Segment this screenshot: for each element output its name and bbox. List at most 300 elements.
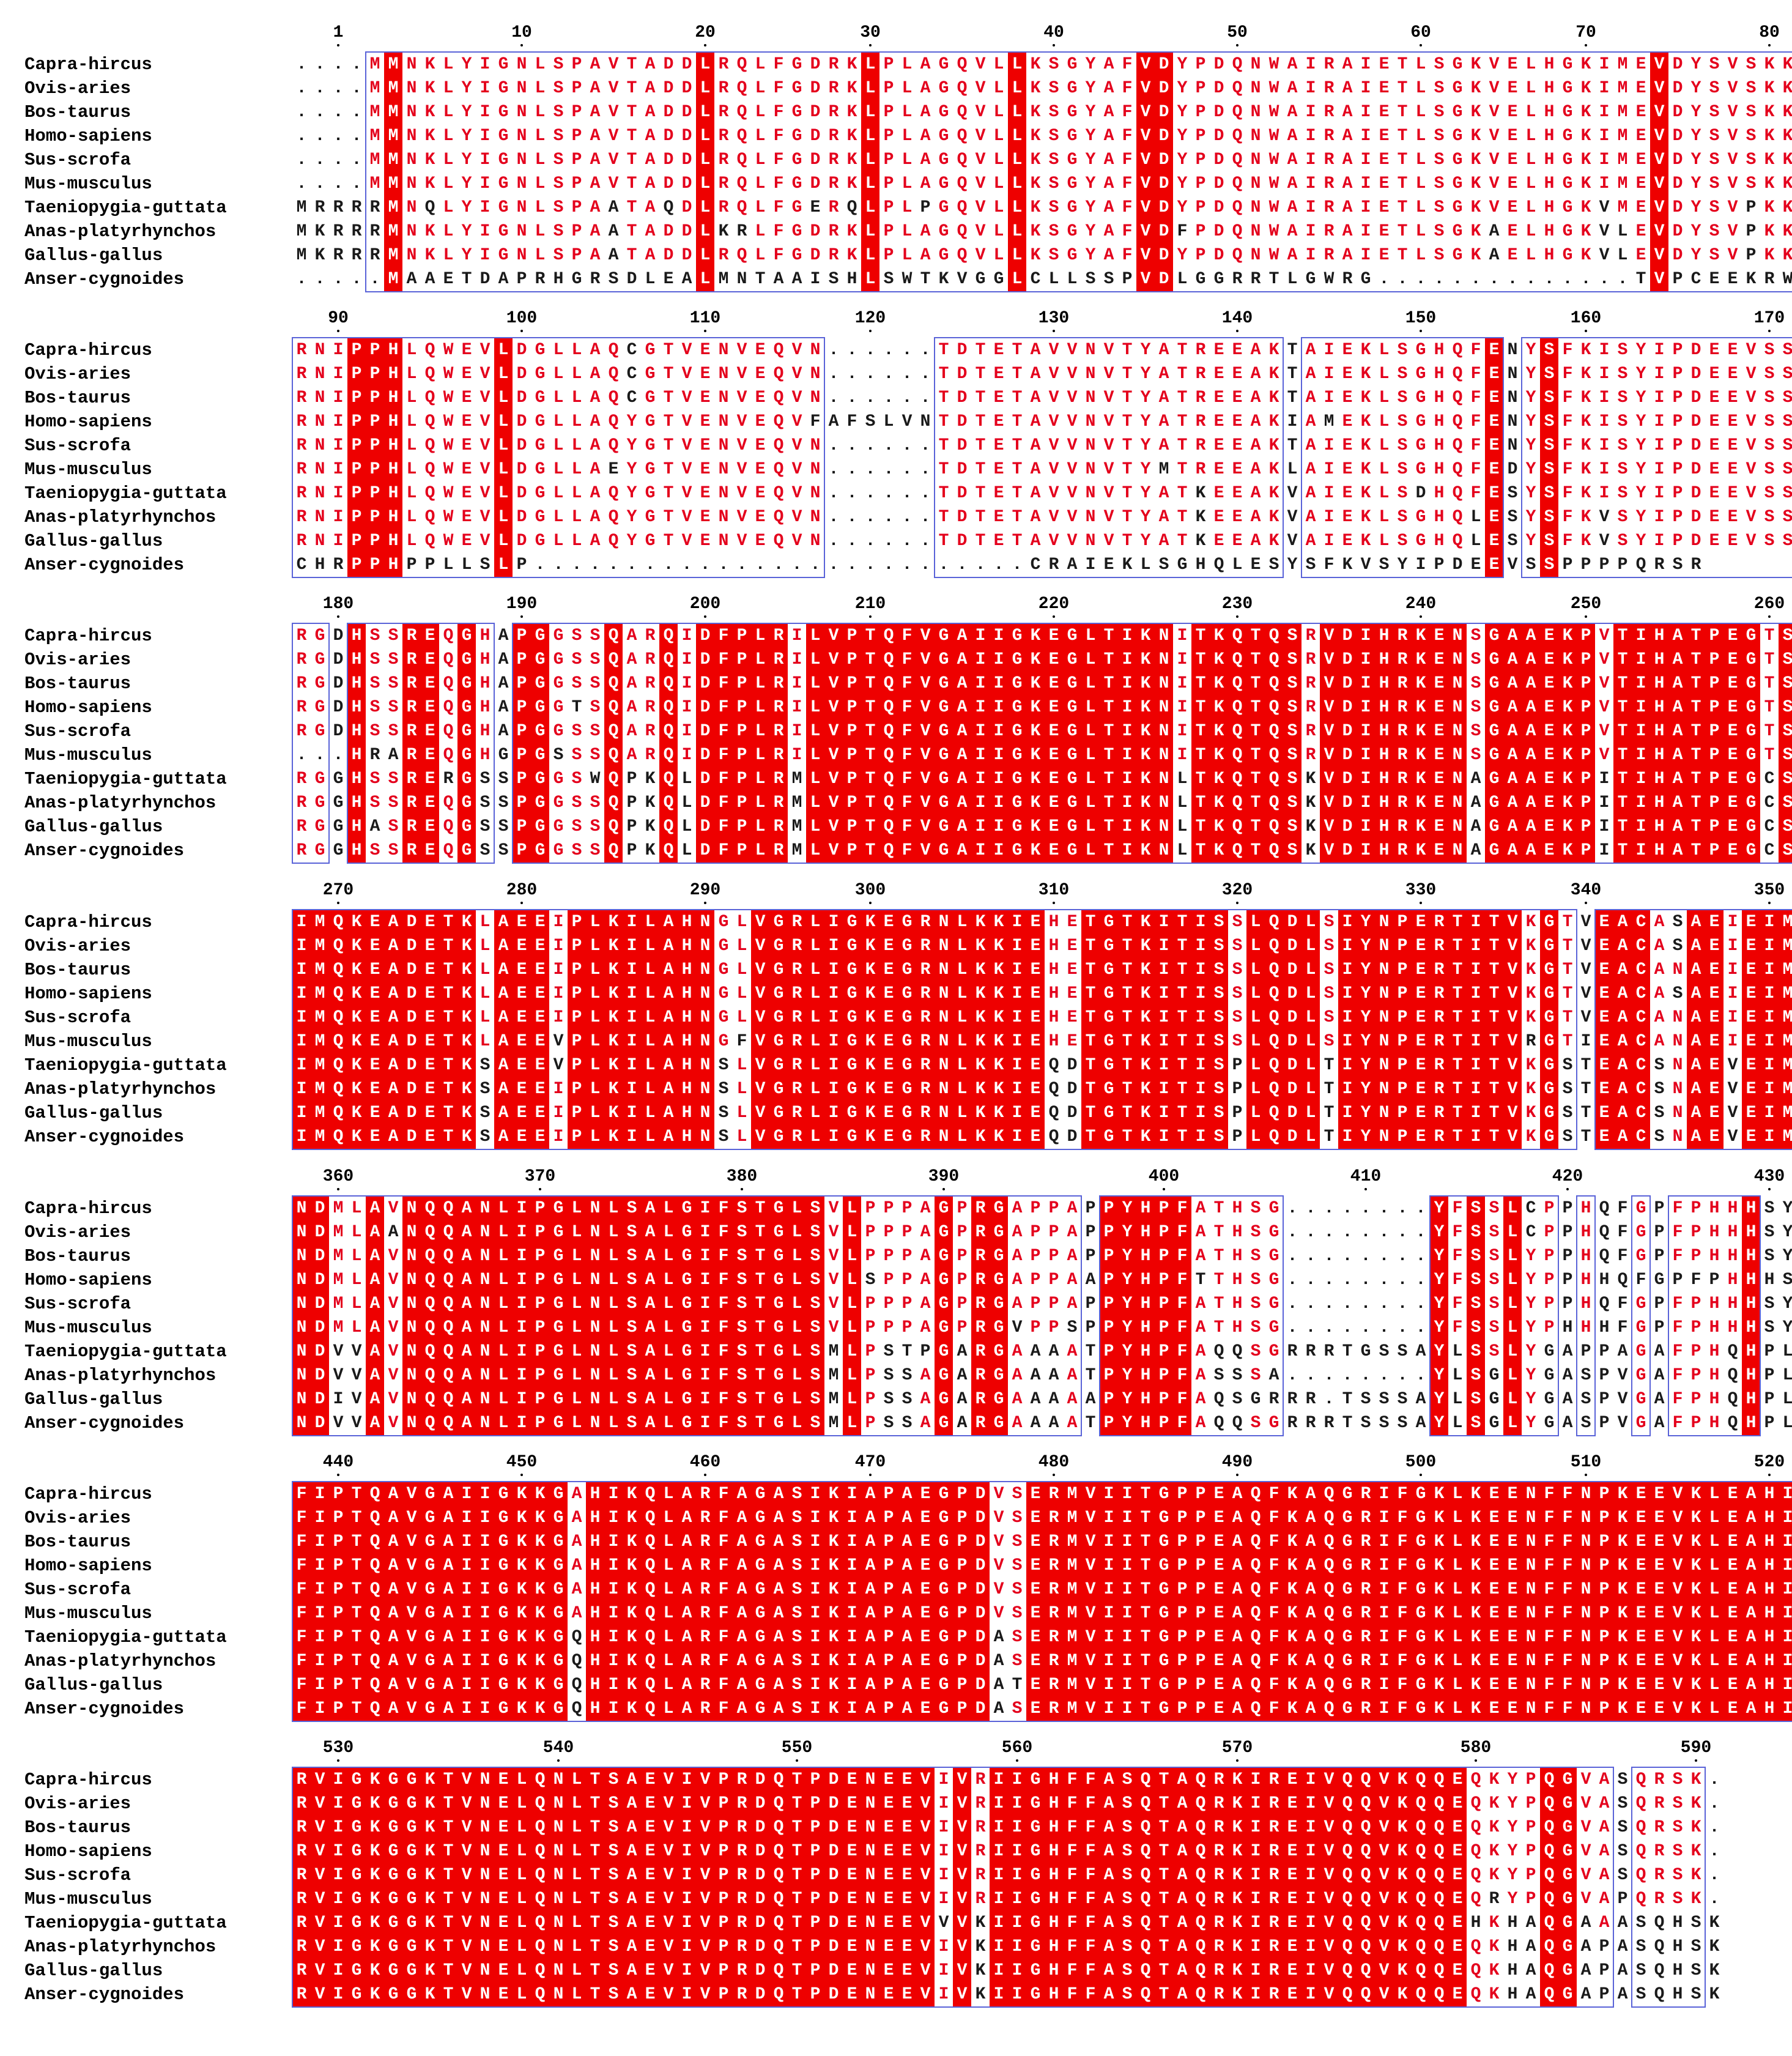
residue: D [1283,958,1301,982]
residue: V [1668,1506,1687,1530]
residue: L [843,1197,861,1220]
residue: I [806,1649,824,1673]
residue: Y [1430,1340,1448,1364]
residue: R [916,934,935,958]
residue: K [1558,719,1577,743]
residue: Y [1522,481,1540,505]
residue: F [1467,386,1485,410]
residue: Y [1430,1268,1448,1292]
residue: E [1210,1554,1228,1578]
residue: A [1503,767,1522,791]
residue: G [843,1101,861,1125]
residue: A [1008,1364,1026,1387]
residue: R [1320,148,1338,172]
residue: P [1155,1268,1173,1292]
residue: D [678,100,696,124]
residue: . [311,76,329,100]
residue: E [1026,1482,1045,1506]
residue: P [1173,1482,1191,1506]
residue: H [1742,1340,1760,1364]
residue: L [1412,172,1430,196]
residue: P [1650,1316,1668,1340]
residue: G [1155,1554,1173,1578]
residue: T [1118,410,1136,434]
residue: H [1540,172,1558,196]
residue: A [861,1578,879,1601]
residue: E [1338,481,1357,505]
residue: E [1338,505,1357,529]
residue: G [1742,839,1760,863]
residue: Q [1265,815,1283,839]
residue: D [329,648,347,672]
residue: K [1577,220,1595,243]
residue: K [1558,672,1577,696]
residue: L [402,362,421,386]
residue: T [1246,719,1265,743]
residue: G [751,1530,769,1554]
species-name: Taeniopygia-guttata [24,481,227,505]
residue: P [1595,1625,1613,1649]
residue: T [1613,719,1632,743]
residue: P [1173,1673,1191,1697]
residue: V [824,648,843,672]
residue: A [769,1601,788,1625]
residue: . [861,505,879,529]
residue: L [1503,1340,1522,1364]
residue: G [311,839,329,863]
residue: E [879,1006,898,1030]
residue: R [366,196,384,220]
residue: A [641,100,659,124]
residue: P [1393,910,1412,934]
residue: A [1485,220,1503,243]
species-name: Anas-platyrhynchos [24,1077,216,1101]
residue: G [311,791,329,815]
residue: A [1265,1364,1283,1387]
residue: . [861,434,879,458]
residue: W [1265,148,1283,172]
residue: I [1301,100,1320,124]
residue: A [769,1649,788,1673]
residue: V [1668,1649,1687,1673]
residue: D [696,719,714,743]
residue: D [806,148,824,172]
residue: R [916,1077,935,1101]
residue: G [769,1387,788,1411]
residue: A [623,624,641,648]
residue: I [1155,1125,1173,1149]
residue: V [788,505,806,529]
residue: A [1338,76,1357,100]
residue: K [623,1601,641,1625]
residue: G [1448,172,1467,196]
residue: Q [604,481,623,505]
residue: K [421,243,439,267]
residue: I [1632,719,1650,743]
residue: T [1760,743,1779,767]
residue: P [898,1316,916,1340]
residue: F [806,410,824,434]
residue: S [733,1316,751,1340]
residue: S [1008,1578,1026,1601]
residue: G [898,910,916,934]
residue: A [1650,1030,1668,1053]
ruler-number: 50 [1227,23,1248,43]
residue: V [1724,1125,1742,1149]
residue: N [1448,624,1467,648]
residue: N [311,505,329,529]
residue: . [311,100,329,124]
residue: H [1650,839,1668,863]
residue: P [1173,1554,1191,1578]
residue: S [1008,1649,1026,1673]
residue: G [935,172,953,196]
residue: I [1467,934,1485,958]
residue: P [531,1387,549,1411]
residue: V [1100,410,1118,434]
residue: A [1081,1387,1100,1411]
residue: L [1522,220,1540,243]
residue: W [1265,243,1283,267]
residue: A [1063,1244,1081,1268]
species-name: Bos-taurus [24,100,131,124]
residue: Q [733,100,751,124]
residue: K [1558,839,1577,863]
residue: N [935,1006,953,1030]
residue: A [678,1625,696,1649]
residue: G [549,791,568,815]
residue: Q [733,76,751,100]
residue: D [1155,76,1173,100]
residue: S [623,1244,641,1268]
residue: H [384,338,402,362]
residue: . [1320,1268,1338,1292]
residue: Y [1779,1220,1792,1244]
residue: K [1265,338,1283,362]
residue: T [861,767,879,791]
residue: G [935,220,953,243]
residue: I [1724,934,1742,958]
residue: A [1063,1340,1081,1364]
ruler-tick [337,44,339,46]
residue: M [714,267,733,291]
residue: G [1265,1292,1283,1316]
residue: S [366,719,384,743]
residue: I [971,648,990,672]
residue: G [1558,220,1577,243]
residue: P [953,1506,971,1530]
residue: H [586,1530,604,1554]
residue: A [861,1625,879,1649]
residue: L [568,1220,586,1244]
residue: L [457,553,476,577]
residue: F [769,148,788,172]
residue: P [879,1625,898,1649]
residue: Q [1265,648,1283,672]
ruler-tick [520,1474,523,1476]
residue: A [1338,196,1357,220]
residue: Q [879,648,898,672]
residue: Q [1228,767,1246,791]
residue: A [568,1530,586,1554]
residue: D [1687,362,1705,386]
residue: P [953,1601,971,1625]
residue: P [879,1554,898,1578]
residue: G [1063,243,1081,267]
residue: R [1228,267,1246,291]
residue: K [1136,743,1155,767]
residue: L [953,910,971,934]
residue: L [476,910,494,934]
residue: A [898,1530,916,1554]
residue: A [916,1244,935,1268]
residue: F [1448,1292,1467,1316]
residue: H [347,839,366,863]
residue: F [1668,1316,1687,1340]
residue: K [1522,958,1540,982]
residue: F [714,624,733,648]
residue: I [1375,1554,1393,1578]
residue: L [659,1220,678,1244]
residue: H [678,910,696,934]
residue: P [366,410,384,434]
residue: I [623,1101,641,1125]
residue: I [549,934,568,958]
residue: D [1210,100,1228,124]
residue: N [1081,362,1100,386]
species-name: Sus-scrofa [24,1292,131,1316]
residue: P [1705,672,1724,696]
residue: D [513,338,531,362]
residue: E [879,982,898,1006]
residue: H [1705,1244,1724,1268]
residue: I [1008,1006,1026,1030]
residue: A [1045,1340,1063,1364]
residue: F [898,791,916,815]
residue: R [971,1220,990,1244]
residue: L [641,1125,659,1149]
residue: P [843,839,861,863]
residue: P [1668,1268,1687,1292]
residue: P [1595,1578,1613,1601]
residue: H [1136,1268,1155,1292]
residue: G [1540,1077,1558,1101]
residue: I [1650,338,1668,362]
residue: R [1301,719,1320,743]
residue: L [1246,958,1265,982]
residue: E [696,481,714,505]
residue: Q [1228,743,1246,767]
residue: K [1136,839,1155,863]
residue: A [623,696,641,719]
residue: G [549,1601,568,1625]
residue: I [1595,458,1613,481]
residue: K [1613,1554,1632,1578]
residue: Q [439,1197,457,1220]
residue: L [751,743,769,767]
residue: A [586,243,604,267]
residue: E [1210,1601,1228,1625]
residue: D [1668,172,1687,196]
residue: S [733,1197,751,1220]
residue: I [513,1340,531,1364]
residue: L [1228,553,1246,577]
residue: G [531,839,549,863]
residue: P [1191,1625,1210,1649]
residue: V [1724,1053,1742,1077]
residue: T [1191,648,1210,672]
residue: F [1448,1268,1467,1292]
residue: G [1265,1244,1283,1268]
species-name: Gallus-gallus [24,815,163,839]
residue: G [1008,672,1026,696]
residue: F [1118,243,1136,267]
residue: E [1540,648,1558,672]
residue: E [1705,410,1724,434]
residue: S [788,1601,806,1625]
residue: E [1467,553,1485,577]
residue: E [1540,839,1558,863]
residue: I [1301,220,1320,243]
residue: G [1063,719,1081,743]
residue: K [1613,1649,1632,1673]
residue: F [1393,1482,1412,1506]
residue: K [1210,624,1228,648]
residue: L [586,1077,604,1101]
residue: P [1595,1649,1613,1673]
residue: N [402,76,421,100]
residue: E [879,1053,898,1077]
residue: E [1632,148,1650,172]
residue: D [402,934,421,958]
residue: Q [843,196,861,220]
residue: I [1595,481,1613,505]
residue: H [1540,196,1558,220]
residue: T [1246,648,1265,672]
residue: Q [641,1482,659,1506]
ruler-tick [1364,1188,1367,1190]
residue: S [1393,1387,1412,1411]
residue: K [513,1506,531,1530]
residue: P [1026,1292,1045,1316]
residue: H [586,1649,604,1673]
residue: L [586,934,604,958]
residue: K [1136,719,1155,743]
residue: Y [1430,1387,1448,1411]
residue: A [788,267,806,291]
residue: I [843,1554,861,1578]
residue: L [1301,1053,1320,1077]
residue: W [439,434,457,458]
residue: I [1173,696,1191,719]
residue: . [1283,1292,1301,1316]
residue: K [1412,624,1430,648]
residue: F [1393,1625,1412,1649]
residue: P [1100,1220,1118,1244]
residue: L [659,1268,678,1292]
residue: K [843,220,861,243]
residue: S [549,124,568,148]
residue: E [1724,386,1742,410]
residue: E [457,386,476,410]
ruler-number: 20 [695,23,716,43]
residue: . [1375,1244,1393,1268]
residue: S [1283,767,1301,791]
residue: T [861,791,879,815]
residue: G [1008,648,1026,672]
residue: L [568,338,586,362]
residue: . [879,386,898,410]
residue: R [641,719,659,743]
residue: L [861,100,879,124]
residue: N [586,1268,604,1292]
residue: I [1760,1125,1779,1149]
residue: L [531,76,549,100]
residue: S [1045,148,1063,172]
residue: T [1173,434,1191,458]
residue: G [1540,934,1558,958]
residue: K [421,53,439,76]
residue: A [586,76,604,100]
residue: E [879,934,898,958]
residue: I [824,1006,843,1030]
residue: . [1375,267,1393,291]
residue: Q [421,338,439,362]
residue: V [1136,172,1155,196]
residue: K [1265,458,1283,481]
residue: S [549,196,568,220]
residue: K [1026,839,1045,863]
residue: A [457,1220,476,1244]
residue: G [1063,124,1081,148]
residue: S [1742,76,1760,100]
residue: Q [1210,1340,1228,1364]
ruler-tick [520,902,523,904]
residue: M [311,982,329,1006]
residue: I [311,1506,329,1530]
residue: A [1613,958,1632,982]
residue: G [1338,1554,1357,1578]
residue: V [916,696,935,719]
residue: E [457,529,476,553]
residue: L [990,76,1008,100]
residue: T [439,1125,457,1149]
residue: E [513,982,531,1006]
residue: E [421,1125,439,1149]
ruler-tick [704,330,706,332]
residue: L [659,1292,678,1316]
ruler-tick [704,615,706,618]
residue: L [1246,934,1265,958]
residue: D [311,1387,329,1411]
residue: P [898,1268,916,1292]
residue: A [659,958,678,982]
residue: A [1650,982,1668,1006]
residue: V [402,1625,421,1649]
residue: S [1467,672,1485,696]
residue: V [971,76,990,100]
residue: S [1705,148,1724,172]
residue: T [1118,958,1136,982]
residue: L [439,76,457,100]
residue: I [824,958,843,982]
residue: L [476,982,494,1006]
residue: E [1063,1030,1081,1053]
residue: G [1540,958,1558,982]
residue: G [1485,743,1503,767]
residue: T [1558,934,1577,958]
residue: P [513,672,531,696]
